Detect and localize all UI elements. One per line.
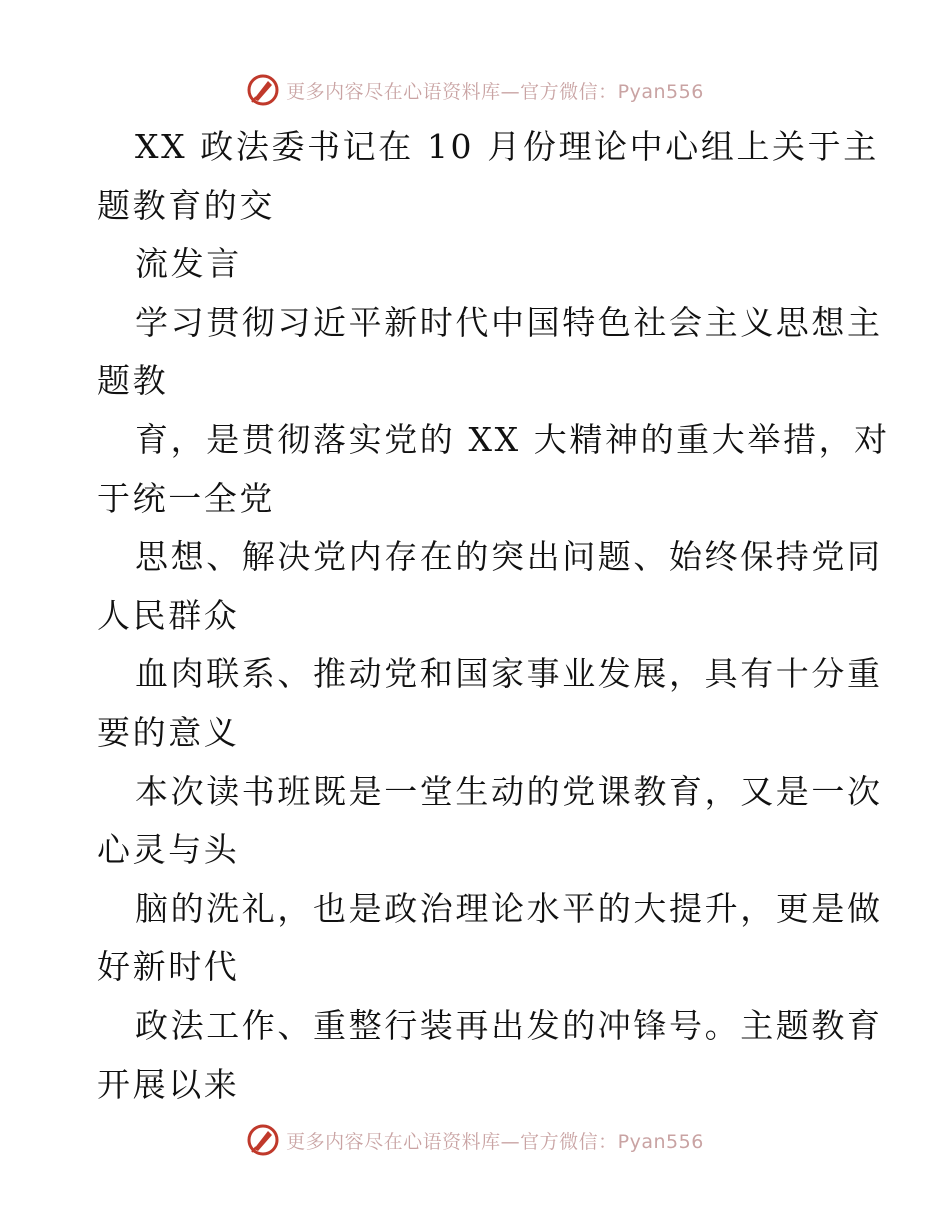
quill-logo-icon <box>246 1123 280 1157</box>
body-line: 血肉联系、推动党和国家事业发展，具有十分重 <box>135 654 883 694</box>
body-line: 政法工作、重整行装再出发的冲锋号。主题教育 <box>135 1005 883 1045</box>
body-line: 人民群众 <box>97 595 240 635</box>
header-banner-text: 更多内容尽在心语资料库—官方微信：Pyan556 <box>286 80 704 103</box>
body-line: 本次读书班既是一堂生动的党课教育，又是一次 <box>135 771 883 811</box>
header-banner <box>0 70 950 110</box>
body-line: 开展以来 <box>97 1064 240 1104</box>
body-line: 育，是贯彻落实党的 XX 大精神的重大举措，对 <box>135 419 890 459</box>
body-line: 于统一全党 <box>97 478 275 518</box>
body-line: 学习贯彻习近平新时代中国特色社会主义思想主 <box>135 302 883 342</box>
body-line: 题教 <box>97 361 169 401</box>
body-line: 要的意义 <box>97 712 240 752</box>
body-line: XX 政法委书记在 10 月份理论中心组上关于主 <box>135 127 879 166</box>
footer-banner <box>0 1120 950 1160</box>
document-body <box>97 118 890 1114</box>
body-line: 心灵与头 <box>97 830 240 870</box>
body-line: 脑的洗礼，也是政治理论水平的大提升，更是做 <box>135 888 883 928</box>
footer-banner-text: 更多内容尽在心语资料库—官方微信：Pyan556 <box>286 1130 704 1153</box>
body-line: 好新时代 <box>97 947 240 987</box>
body-line: 流发言 <box>135 244 242 284</box>
quill-logo-icon <box>246 73 280 107</box>
body-line: 思想、解决党内存在的突出问题、始终保持党同 <box>135 537 883 577</box>
body-line: 题教育的交 <box>97 185 275 225</box>
